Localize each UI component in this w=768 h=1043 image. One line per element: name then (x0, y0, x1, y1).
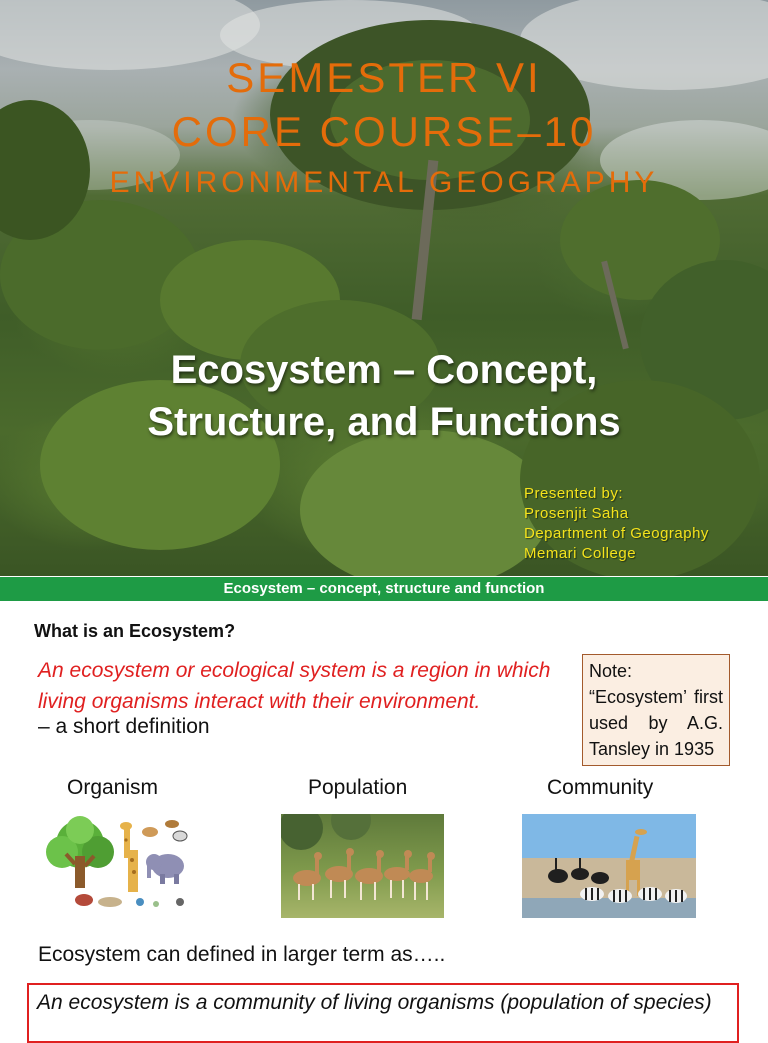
larger-term-text: Ecosystem can defined in larger term as….. (38, 943, 446, 966)
elephant-icon (146, 854, 184, 884)
course-heading: CORE COURSE–10 (171, 108, 597, 155)
giraffe-icon (120, 822, 138, 892)
note-box (582, 654, 730, 766)
boxed-definition: An ecosystem is a community of living organisms (population of species) (27, 983, 739, 1043)
deer-herd-photo (281, 814, 444, 918)
population-label: Population (308, 776, 408, 799)
ecosystem-definition: An ecosystem or ecological system is a region in which living organisms interact with their environment. (38, 659, 551, 713)
presenter-name: Prosenjit Saha (524, 505, 629, 522)
title-line-2: Structure, and Functions (147, 400, 621, 444)
question-heading: What is an Ecosystem? (34, 621, 236, 641)
presenter-department: Department of Geography (524, 525, 709, 542)
note-body: “Ecosystem’ first used by A.G. Tansley in 1935 (589, 687, 723, 759)
title-line-1: Ecosystem – Concept, (170, 348, 598, 392)
definition-suffix: – a short definition (38, 715, 210, 738)
subject-heading: ENVIRONMENTAL GEOGRAPHY (109, 166, 659, 199)
tree-icon (46, 816, 114, 888)
presenter-label: Presented by: (524, 485, 624, 502)
community-label: Community (547, 776, 654, 799)
presentation-title (0, 344, 768, 448)
presenter-college: Memari College (524, 545, 637, 562)
organism-illustration (40, 814, 200, 914)
savanna-animals-photo (522, 814, 696, 918)
presenter-info (524, 484, 709, 564)
organism-label: Organism (67, 776, 159, 799)
semester-heading: SEMESTER VI (226, 54, 542, 101)
slide-banner: Ecosystem – concept, structure and function (0, 577, 768, 601)
note-title: Note: (589, 661, 633, 681)
